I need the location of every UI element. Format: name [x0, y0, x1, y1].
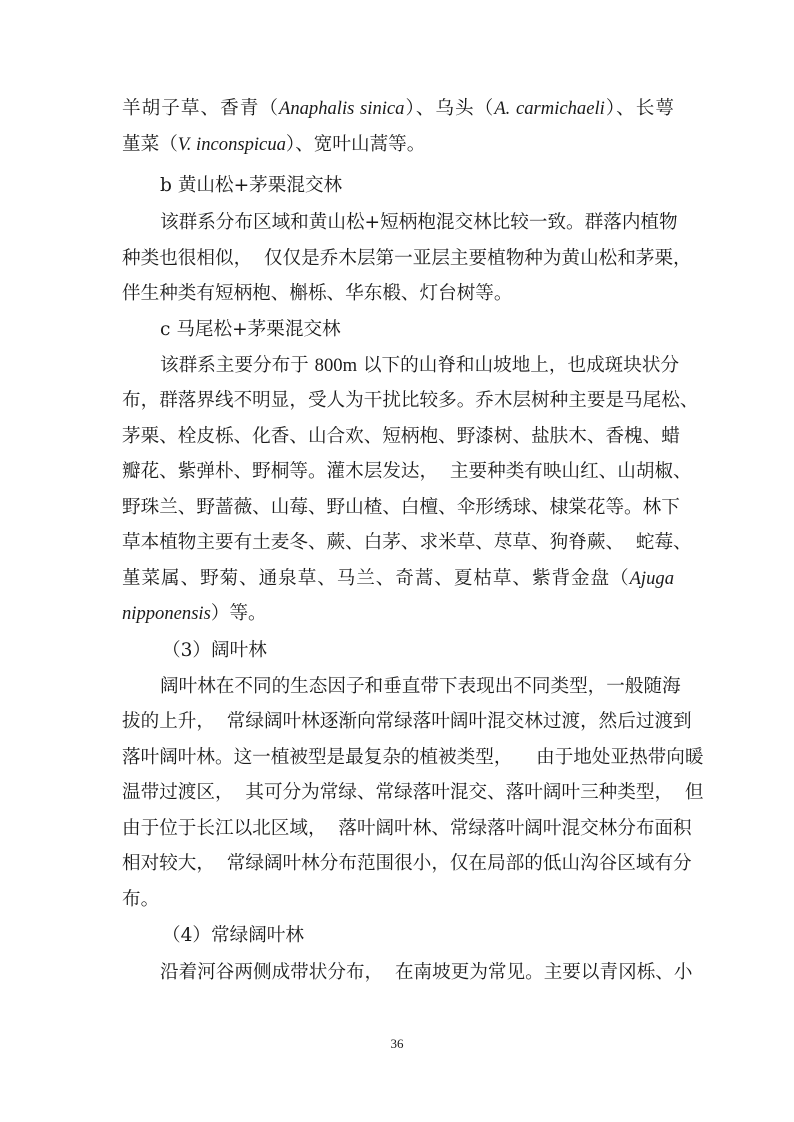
- body-line: 羊胡子草、香青（Anaphalis sinica）、乌头（A. carmichaeli）、长萼: [122, 98, 674, 119]
- body-line: 种类也很相似， 仅仅是乔木层第一亚层主要植物种为黄山松和茅栗，: [122, 248, 692, 269]
- body-line: 堇菜（V. inconspicua）、宽叶山蒿等。: [122, 134, 426, 155]
- body-line: 沿着河谷两侧成带状分布， 在南坡更为常见。主要以青冈栎、小: [160, 962, 693, 983]
- body-line: 阔叶林在不同的生态因子和垂直带下表现出不同类型，一般随海: [160, 676, 681, 697]
- body-line: 该群系主要分布于 800m 以下的山脊和山坡地上，也成斑块状分: [160, 355, 680, 376]
- section-heading: （3）阔叶林: [162, 640, 267, 661]
- body-line: 草本植物主要有土麦冬、蕨、白茅、求米草、荩草、狗脊蕨、 蛇莓、: [122, 532, 692, 553]
- body-line: 野珠兰、野蔷薇、山莓、野山楂、白檀、伞形绣球、棣棠花等。林下: [122, 497, 680, 518]
- body-line: 布，群落界线不明显，受人为干扰比较多。乔木层树种主要是马尾松、: [122, 390, 699, 411]
- page-number: 36: [390, 1036, 404, 1051]
- body-line: 落叶阔叶林。这一植被型是最复杂的植被类型， 由于地处亚热带向暖: [122, 747, 704, 768]
- body-line: 布。: [122, 889, 160, 910]
- section-heading: （4）常绿阔叶林: [162, 925, 304, 946]
- section-heading: b 黄山松+茅栗混交林: [160, 175, 343, 196]
- body-line: 由于位于长江以北区域， 落叶阔叶林、常绿落叶阔叶混交林分布面积: [122, 818, 692, 839]
- body-line: 该群系分布区域和黄山松+短柄枹混交林比较一致。群落内植物: [160, 212, 678, 233]
- body-line: 伴生种类有短柄枹、槲栎、华东椴、灯台树等。: [122, 283, 513, 304]
- body-line: 茅栗、栓皮栎、化香、山合欢、短柄枹、野漆树、盐肤木、香槐、蜡: [122, 426, 680, 447]
- body-line: 相对较大， 常绿阔叶林分布范围很小，仅在局部的低山沟谷区域有分: [122, 853, 692, 874]
- body-line: 拔的上升， 常绿阔叶林逐渐向常绿落叶阔叶混交林过渡，然后过渡到: [122, 711, 692, 732]
- body-line: 堇菜属、野菊、通泉草、马兰、奇蒿、夏枯草、紫背金盘（Ajuga: [122, 568, 674, 589]
- body-line: nipponensis）等。: [122, 603, 267, 624]
- section-heading: c 马尾松+茅栗混交林: [160, 319, 341, 340]
- body-line: 瓣花、紫弹朴、野桐等。灌木层发达， 主要种类有映山红、山胡椒、: [122, 461, 692, 482]
- body-line: 温带过渡区， 其可分为常绿、常绿落叶混交、落叶阔叶三种类型， 但: [122, 782, 704, 803]
